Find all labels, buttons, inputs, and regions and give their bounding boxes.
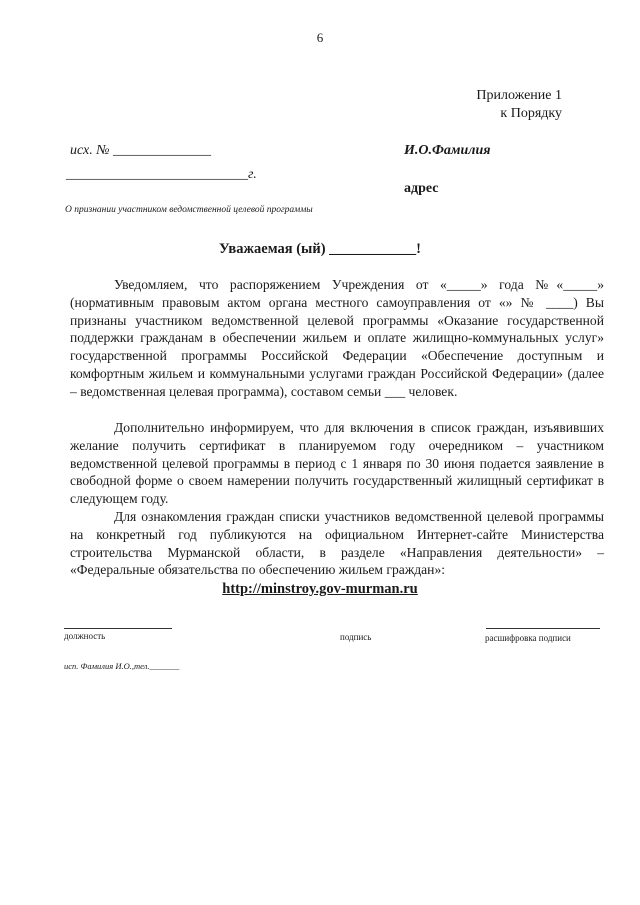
body-paragraph-additional-info: Дополнительно информируем, что для включения в список граждан, изъявивших желание получить сертификат в планируемом году очередником – участником ведомственной целевой программы в период с 1 января по 30 июня подается заявление в свободной форме о своем намерении получить государственный жилищный сертификат в следующем году.: [70, 420, 604, 507]
outgoing-number-field: исх. № ______________: [70, 143, 211, 158]
subject-line: О признании участником ведомственной целевой программы: [65, 205, 313, 215]
recipient-name: И.О.Фамилия: [404, 143, 491, 158]
page-number: 6: [316, 30, 324, 45]
salutation: Уважаемая (ый) ____________!: [218, 241, 422, 257]
executor-info: исп. Фамилия И.О.,тел._______: [64, 661, 180, 671]
appendix-subtitle: к Порядку: [500, 106, 562, 121]
signature-decode-caption: расшифровка подписи: [485, 633, 571, 643]
signature-line-position: [64, 628, 172, 629]
body-paragraph-notification: Уведомляем, что распоряжением Учреждения от «_____» года №«_____» (нормативным правовым актом органа местного самоуправления от «» № ____) Вы признаны участником ведомственной целевой программы «Оказание государственной поддержки гражданам в обеспечении жильем и оплате жилищно-коммунальных услуг» государственной программы Российской Федерации «Обеспечение доступным и комфортным жильем и коммунальными услугами граждан Российской Федерации» (далее – ведомственная целевая программа), составом семьи ___ человек.: [70, 277, 604, 399]
signature-line-decode: [486, 628, 600, 629]
appendix-title: Приложение 1: [476, 88, 562, 103]
body-paragraph-publication: Для ознакомления граждан списки участников ведомственной целевой программы на конкретный год публикуются на официальном Интернет-сайте Министерства строительства Мурманской области, в разделе «Направления деятельности» – «Федеральные обязательства по обеспечению жильем граждан»:: [70, 509, 604, 578]
position-caption: должность: [64, 631, 106, 641]
recipient-address: адрес: [404, 181, 439, 196]
date-field: __________________________г.: [66, 167, 257, 182]
website-link[interactable]: http://minstroy.gov-murman.ru: [222, 581, 418, 597]
signature-caption: подпись: [340, 632, 372, 642]
